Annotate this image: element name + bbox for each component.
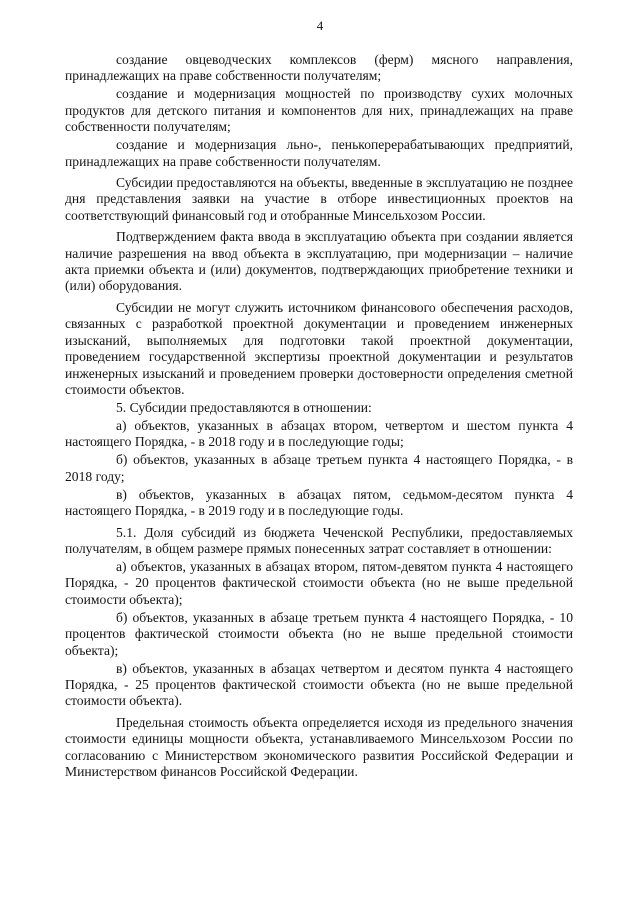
paragraph-commissioning-proof: Подтверждением факта ввода в эксплуатацию объекта при создании является наличие разрешения на ввод объекта в эксплуатацию, при модернизации – наличие акта приемки объекта и (или) документов, подтверждающих приобретение техники и (или) оборудования. [65, 229, 573, 294]
paragraph-item-5-1: 5.1. Доля субсидий из бюджета Чеченской Республики, предоставляемых получателям, в общем размере прямых понесенных затрат составляет в отношении: [65, 524, 573, 556]
paragraph-item-5c: в) объектов, указанных в абзацах пятом, седьмом-десятом пункта 4 настоящего Порядка, - в 2019 году и в последующие годы. [65, 486, 573, 519]
document-body [65, 52, 573, 782]
paragraph-item-5: 5. Субсидии предоставляются в отношении: [116, 399, 372, 415]
paragraph-subsidy-objects: Субсидии предоставляются на объекты, введенные в эксплуатацию не позднее дня представления заявки на участие в отборе инвестиционных проектов на соответствующий финансовый год и отобранные Минсельхозом России. [65, 175, 573, 223]
paragraph-flax-processing: создание и модернизация льно-, пенькоперерабатывающих предприятий, принадлежащих на праве собственности получателям. [65, 137, 573, 169]
paragraph-max-cost: Предельная стоимость объекта определяется исходя из предельного значения стоимости единицы мощности объекта, устанавливаемого Минсельхозом России по согласованию с Министерством экономического развития Российской Федерации и Министерством финансов Российской Федерации. [65, 714, 573, 779]
paragraph-item-5-1b: б) объектов, указанных в абзаце третьем пункта 4 настоящего Порядка, - 10 процентов фактической стоимости объекта (но не выше предельной стоимости объекта); [65, 609, 573, 658]
page-number: 4 [316, 18, 324, 33]
paragraph-item-5-1c: в) объектов, указанных в абзацах четвертом и десятом пункта 4 настоящего Порядка, - 25 процентов фактической стоимости объекта (но не выше предельной стоимости объекта). [65, 660, 573, 709]
paragraph-subsidy-restrictions: Субсидии не могут служить источником финансового обеспечения расходов, связанных с разработкой проектной документации и проведением инженерных изысканий, выполняемых для подготовки такой проектной документации, проведением государственной экспертизы проектной документации и результатов инженерных изысканий и проведением проверки достоверности определения сметной стоимости объектов. [65, 299, 573, 397]
paragraph-item-5a: а) объектов, указанных в абзацах втором, четвертом и шестом пункта 4 настоящего Порядка, - в 2018 году и в последующие годы; [65, 417, 573, 450]
paragraph-item-5-1a: а) объектов, указанных в абзацах втором, пятом-девятом пункта 4 настоящего Порядка, - 20 процентов фактической стоимости объекта (но не выше предельной стоимости объекта); [65, 558, 573, 607]
paragraph-sheep-farms: создание овцеводческих комплексов (ферм) мясного направления, принадлежащих на праве собственности получателям; [65, 52, 573, 84]
paragraph-item-5b: б) объектов, указанных в абзаце третьем пункта 4 настоящего Порядка, - в 2018 году; [65, 452, 573, 484]
paragraph-dairy-production: создание и модернизация мощностей по производству сухих молочных продуктов для детского питания и компонентов для них, принадлежащих на праве собственности получателям; [65, 86, 573, 135]
